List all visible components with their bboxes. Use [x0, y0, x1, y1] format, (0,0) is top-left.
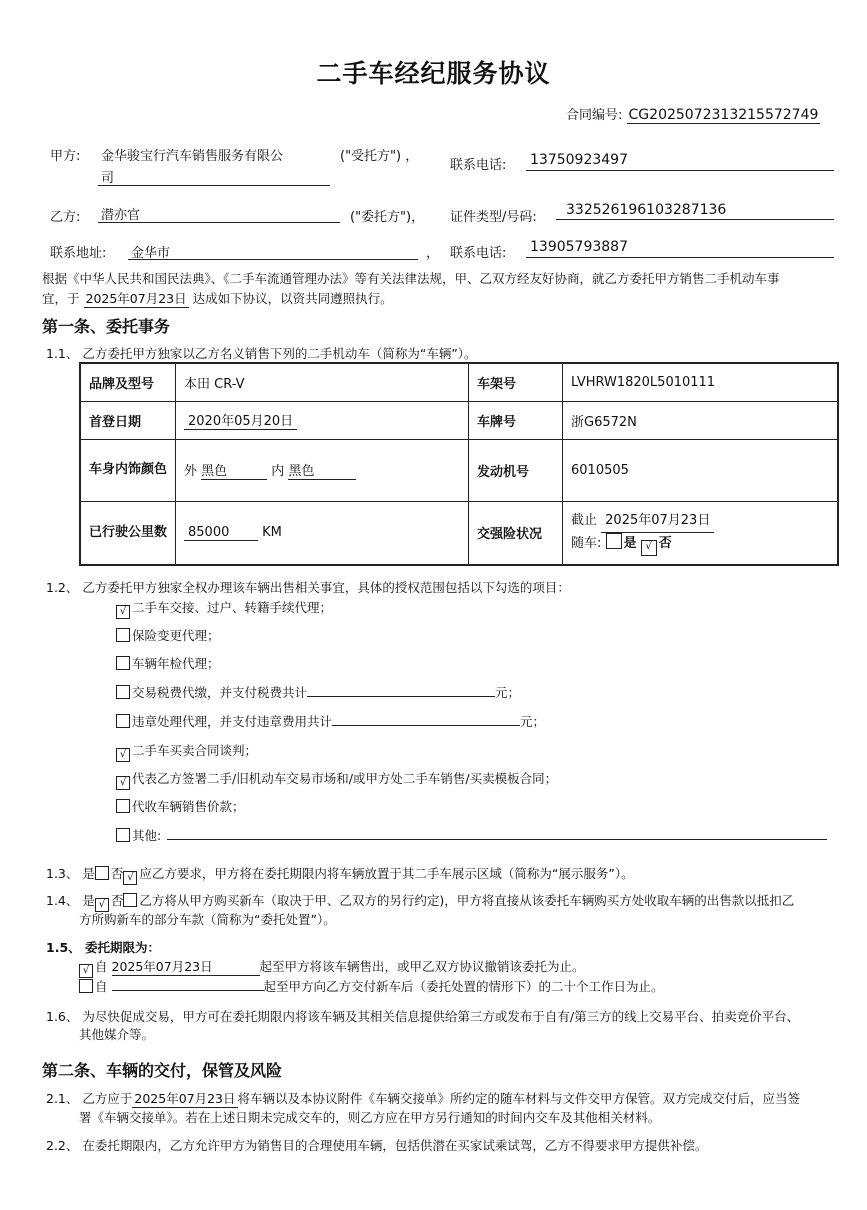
party-b-id-label: 证件类型/号码:: [450, 210, 537, 225]
party-b-name: 潜亦官: [101, 208, 141, 223]
option-violation: [116, 712, 545, 730]
contract-number-label: 合同编号:: [566, 108, 623, 123]
insurance-label: 交强险状况: [469, 501, 563, 565]
outer-color-label: 外: [184, 464, 198, 479]
inner-color-label: 内: [271, 464, 285, 479]
intro-line2: [42, 289, 393, 308]
term-b-date-field[interactable]: [112, 977, 264, 991]
clause-1-6-line2: 其他媒介等。: [79, 1027, 155, 1042]
option-label: 违章处理代理，并支付违章费用共计: [132, 714, 333, 729]
mileage-value: 85000: [184, 525, 258, 541]
table-row: [80, 501, 838, 565]
party-a-phone: 13750923497: [530, 152, 628, 168]
option-label: 车辆年检代理；: [132, 656, 220, 671]
address-value: 金华市: [131, 246, 171, 261]
clause-2-1-line2: 署《车辆交接单》。若在上述日期未完成交车的，则乙方应在甲方另行通知的时间内交车及其他相关材料。: [79, 1110, 661, 1125]
plate-value: 浙G6572N: [563, 401, 839, 439]
option-checkbox[interactable]: [116, 656, 130, 670]
clause-1-1: 1.1、 乙方委托甲方独家以乙方名义销售下列的二手机动车（简称为“车辆”）。: [46, 346, 477, 361]
option-checkbox[interactable]: [116, 628, 130, 642]
option-checkbox[interactable]: √: [116, 605, 130, 619]
color-label: 车身内饰颜色: [80, 439, 176, 501]
term-from-label: 自: [95, 979, 108, 994]
party-b-phone-label: 联系电话:: [450, 246, 507, 261]
term-b-text: 起至甲方向乙方交付新车后（委托处置的情形下）的二十个工作日为止。: [263, 979, 664, 994]
option-insurance: [116, 626, 220, 644]
clause-num: 1.4、: [46, 893, 79, 908]
address-underline: [128, 259, 418, 260]
clause-num: 1.5、: [46, 940, 81, 955]
yes-checkbox[interactable]: [95, 866, 109, 880]
clause-text: 在委托期限内，乙方允许甲方为销售目的合理使用车辆，包括供潜在买家试乘试驾，乙方不得要求甲方提供补偿。: [82, 1138, 708, 1153]
mileage-cell: [176, 501, 469, 565]
option-label: 保险变更代理；: [132, 628, 220, 643]
clause-num: 1.6、: [46, 1009, 79, 1024]
insurance-cell: [563, 501, 839, 565]
vin-value: LVHRW1820L5010111: [563, 363, 839, 401]
party-a-phone-label: 联系电话:: [450, 158, 507, 173]
table-row: [80, 401, 838, 439]
party-b-name-underline: [98, 222, 340, 223]
party-a-name-line1: 金华骏宝行汽车销售服务有限公: [101, 149, 284, 164]
brand-label: 品牌及型号: [80, 363, 176, 401]
clause-text: 乙方将从甲方购买新车（取决于甲、乙双方的另行约定)，甲方将直接从该委托车辆购买方处收取车辆的出售款以抵扣乙: [139, 893, 795, 908]
no-label: 否: [110, 893, 124, 908]
delivery-date: 2025年07月23日: [134, 1091, 236, 1106]
with-car-label: 随车:: [571, 535, 602, 551]
option-collect-payment: [116, 797, 245, 815]
term-option-b: [79, 977, 664, 995]
tax-amount-field[interactable]: [307, 683, 495, 697]
section1-title: 第一条、委托事务: [42, 317, 171, 336]
contract-number-value: CG2025072313215572749: [628, 107, 819, 123]
engine-value: 6010505: [563, 439, 839, 501]
term-a-text: 起至甲方将该车辆售出，或甲乙双方协议撤销该委托为止。: [259, 959, 585, 974]
clause-1-6-line1: [46, 1007, 799, 1025]
intro-date: 2025年07月23日: [85, 291, 187, 306]
with-car-no-label: 否: [658, 535, 672, 551]
option-checkbox[interactable]: [116, 828, 130, 842]
intro-line1: 根据《中华人民共和国民法典》、《二手车流通管理办法》等有关法律法规，甲、乙双方经友好协商，就乙方委托甲方销售二手机动车事: [42, 271, 780, 286]
clause-1-2: 1.2、 乙方委托甲方独家全权办理该车辆出售相关事宜，具体的授权范围包括以下勾选的项目：: [46, 580, 570, 595]
insurance-until-date: 2025年07月23日: [601, 510, 714, 533]
inner-color-value: 黑色: [288, 460, 356, 480]
clause-text: 将车辆以及本协议附件《车辆交接单》所约定的随车材料与文件交甲方保管。双方完成交付后，应当签: [237, 1091, 801, 1106]
vin-label: 车架号: [469, 363, 563, 401]
party-b-phone: 13905793887: [530, 239, 628, 255]
term-start-date: 2025年07月23日: [112, 957, 260, 976]
no-checkbox[interactable]: [123, 893, 137, 907]
option-label: 二手车买卖合同谈判；: [132, 743, 258, 758]
vehicle-table: [79, 362, 839, 566]
with-car-no-checkbox[interactable]: √: [641, 540, 657, 556]
table-row: [80, 439, 838, 501]
option-suffix: 元；: [520, 714, 546, 729]
party-a-role: ("受托方") ，: [340, 149, 419, 164]
clause-pre: 乙方应于: [82, 1091, 133, 1106]
option-sign-contract: [116, 769, 557, 790]
section2-title: 第二条、车辆的交付，保管及风险: [42, 1061, 283, 1080]
insurance-until-label: 截止: [571, 512, 598, 528]
option-checkbox[interactable]: [116, 714, 130, 728]
address-comma: ，: [426, 246, 440, 261]
party-a-phone-underline: [526, 170, 834, 171]
clause-1-3: [46, 864, 634, 885]
option-label: 代表乙方签署二手/旧机动车交易市场和/或甲方处二手车销售/买卖模板合同；: [132, 771, 558, 786]
option-tax: [116, 683, 520, 701]
party-a-name-line2: 司: [101, 171, 115, 186]
option-suffix: 元；: [495, 685, 521, 700]
party-a-label: 甲方:: [50, 149, 81, 164]
term-a-checkbox[interactable]: √: [79, 964, 93, 978]
party-b-id: 332526196103287136: [566, 202, 727, 218]
brand-value: 本田 CR-V: [176, 363, 469, 401]
with-car-yes-label: 是: [623, 535, 637, 551]
party-b-role: ("委托方")，: [350, 210, 425, 225]
party-a-name-underline: [98, 185, 330, 186]
term-from-label: 自: [95, 959, 108, 974]
reg-date-cell: [176, 401, 469, 439]
violation-amount-field[interactable]: [332, 712, 520, 726]
clause-text: 为尽快促成交易，甲方可在委托期限内将该车辆及其相关信息提供给第三方或发布于自有/第三方的线上交易平台、拍卖竞价平台、: [82, 1009, 800, 1024]
party-b-id-underline: [556, 219, 834, 220]
option-other: [116, 826, 827, 844]
party-b-label: 乙方:: [50, 210, 81, 225]
no-checkbox[interactable]: √: [123, 871, 137, 885]
clause-1-4-line1: [46, 891, 794, 912]
contract-number: [566, 104, 820, 124]
color-cell: [176, 439, 469, 501]
plate-label: 车牌号: [469, 401, 563, 439]
term-option-a: [79, 957, 585, 978]
option-inspection: [116, 654, 220, 672]
option-transfer: [116, 598, 332, 619]
clause-2-2: [46, 1136, 707, 1154]
with-car-yes-checkbox[interactable]: [606, 533, 622, 549]
clause-num: 2.1、: [46, 1091, 79, 1106]
address-label: 联系地址:: [50, 246, 107, 261]
clause-2-1-line1: [46, 1089, 800, 1108]
document-title: 二手车经纪服务协议: [316, 59, 551, 88]
clause-num: 1.3、: [46, 866, 79, 881]
clause-1-4-line2: 方所购新车的部分车款（简称为“委托处置”）。: [79, 912, 336, 927]
option-negotiation: [116, 741, 257, 762]
yes-label: 是: [82, 893, 95, 908]
clause-text: 应乙方要求，甲方将在委托期限内将车辆放置于其二手车展示区域（简称为“展示服务”）。: [139, 866, 634, 881]
no-label: 否: [110, 866, 124, 881]
outer-color-value: 黑色: [201, 460, 267, 480]
reg-date-value: 2020年05月20日: [184, 410, 297, 430]
option-checkbox[interactable]: [116, 685, 130, 699]
option-checkbox[interactable]: √: [116, 776, 130, 790]
option-label: 其他:: [132, 828, 162, 843]
engine-label: 发动机号: [469, 439, 563, 501]
reg-date-label: 首登日期: [80, 401, 176, 439]
clause-title: 委托期限为：: [85, 940, 161, 955]
option-label: 代收车辆销售价款；: [132, 799, 245, 814]
intro-post: 达成如下协议，以资共同遵照执行。: [192, 291, 393, 306]
table-row: [80, 363, 838, 401]
yes-label: 是: [82, 866, 95, 881]
yes-checkbox[interactable]: √: [95, 898, 109, 912]
term-b-checkbox[interactable]: [79, 979, 93, 993]
option-label: 二手车交接、过户、转籍手续代理；: [132, 600, 333, 615]
option-checkbox[interactable]: √: [116, 748, 130, 762]
option-checkbox[interactable]: [116, 799, 130, 813]
clause-num: 2.2、: [46, 1138, 79, 1153]
party-b-phone-underline: [526, 257, 834, 258]
intro-pre: 宜，于: [42, 291, 80, 306]
mileage-label: 已行驶公里数: [80, 501, 176, 565]
mileage-unit: KM: [262, 524, 282, 540]
other-field[interactable]: [167, 826, 827, 840]
clause-1-5-title: [46, 938, 160, 956]
option-label: 交易税费代缴，并支付税费共计: [132, 685, 308, 700]
